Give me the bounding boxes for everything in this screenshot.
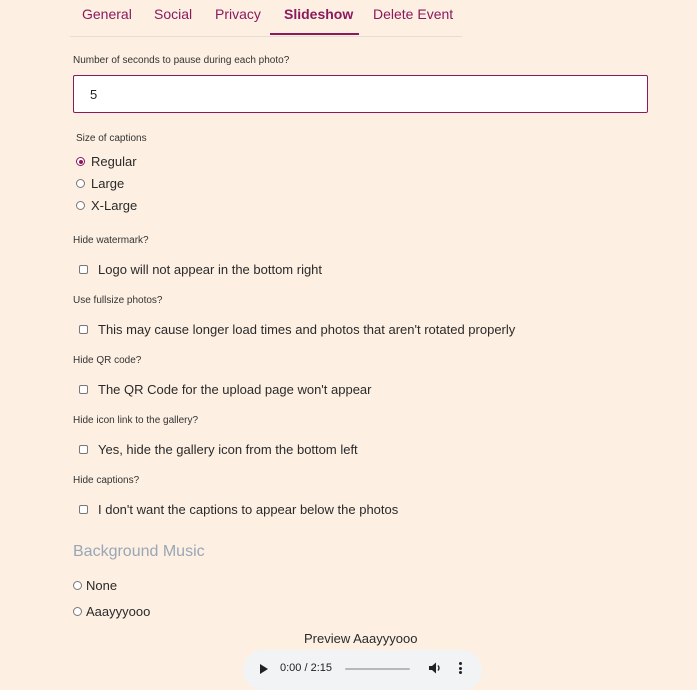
more-options-icon[interactable] xyxy=(457,661,463,675)
hide-captions-checkbox[interactable] xyxy=(79,505,88,514)
hide-watermark-checkbox[interactable] xyxy=(79,265,88,274)
music-none-radio[interactable] xyxy=(73,581,82,590)
play-icon[interactable] xyxy=(260,664,268,674)
music-aaayyyooo-radio[interactable] xyxy=(73,607,82,616)
active-tab-indicator xyxy=(270,33,359,35)
hide-captions-label: Hide captions? xyxy=(73,475,140,486)
tab-privacy[interactable]: Privacy xyxy=(215,6,261,22)
background-music-heading: Background Music xyxy=(73,543,205,560)
caption-size-large[interactable] xyxy=(76,176,124,191)
caption-size-large-label: Large xyxy=(91,176,125,191)
audio-player xyxy=(243,650,482,690)
tab-social[interactable]: Social xyxy=(154,6,193,22)
hide-captions-option[interactable] xyxy=(79,502,398,517)
caption-size-x-large-label: X-Large xyxy=(91,198,138,213)
caption-size-x-large[interactable] xyxy=(76,198,137,213)
hide-qr-text: The QR Code for the upload page won't appear xyxy=(98,382,372,397)
music-none[interactable] xyxy=(73,578,117,593)
fullsize-photos-checkbox[interactable] xyxy=(79,325,88,334)
tab-general[interactable]: General xyxy=(82,6,132,22)
tab-slideshow[interactable]: Slideshow xyxy=(284,6,354,22)
caption-size-regular-label: Regular xyxy=(91,154,137,169)
caption-size-regular-radio[interactable] xyxy=(76,157,85,166)
fullsize-photos-option[interactable] xyxy=(79,322,515,337)
music-aaayyyooo[interactable] xyxy=(73,604,150,619)
caption-size-label: Size of captions xyxy=(76,133,147,144)
hide-gallery-icon-checkbox[interactable] xyxy=(79,445,88,454)
hide-watermark-label: Hide watermark? xyxy=(73,235,149,246)
pause-seconds-input[interactable] xyxy=(73,75,648,113)
volume-icon[interactable] xyxy=(428,661,442,675)
hide-gallery-icon-text: Yes, hide the gallery icon from the bottom left xyxy=(98,442,358,457)
caption-size-regular[interactable] xyxy=(76,154,137,169)
hide-gallery-icon-label: Hide icon link to the gallery? xyxy=(73,415,199,426)
music-preview-label: Preview Aaayyyooo xyxy=(304,631,418,646)
music-aaayyyooo-label: Aaayyyooo xyxy=(86,604,151,619)
fullsize-photos-label: Use fullsize photos? xyxy=(73,295,163,306)
hide-captions-text: I don't want the captions to appear below the photos xyxy=(98,502,399,517)
fullsize-photos-text: This may cause longer load times and photos that aren't rotated properly xyxy=(98,322,516,337)
caption-size-large-radio[interactable] xyxy=(76,179,85,188)
caption-size-x-large-radio[interactable] xyxy=(76,201,85,210)
audio-time: 0:00 / 2:15 xyxy=(280,662,332,674)
pause-seconds-label: Number of seconds to pause during each photo? xyxy=(73,55,290,66)
music-none-label: None xyxy=(86,578,118,593)
hide-watermark-option[interactable] xyxy=(79,262,322,277)
settings-tabs xyxy=(70,0,462,37)
audio-seek-bar[interactable] xyxy=(345,668,410,670)
hide-watermark-text: Logo will not appear in the bottom right xyxy=(98,262,323,277)
hide-gallery-icon-option[interactable] xyxy=(79,442,358,457)
hide-qr-label: Hide QR code? xyxy=(73,355,142,366)
hide-qr-option[interactable] xyxy=(79,382,372,397)
hide-qr-checkbox[interactable] xyxy=(79,385,88,394)
tab-delete-event[interactable]: Delete Event xyxy=(373,6,454,22)
